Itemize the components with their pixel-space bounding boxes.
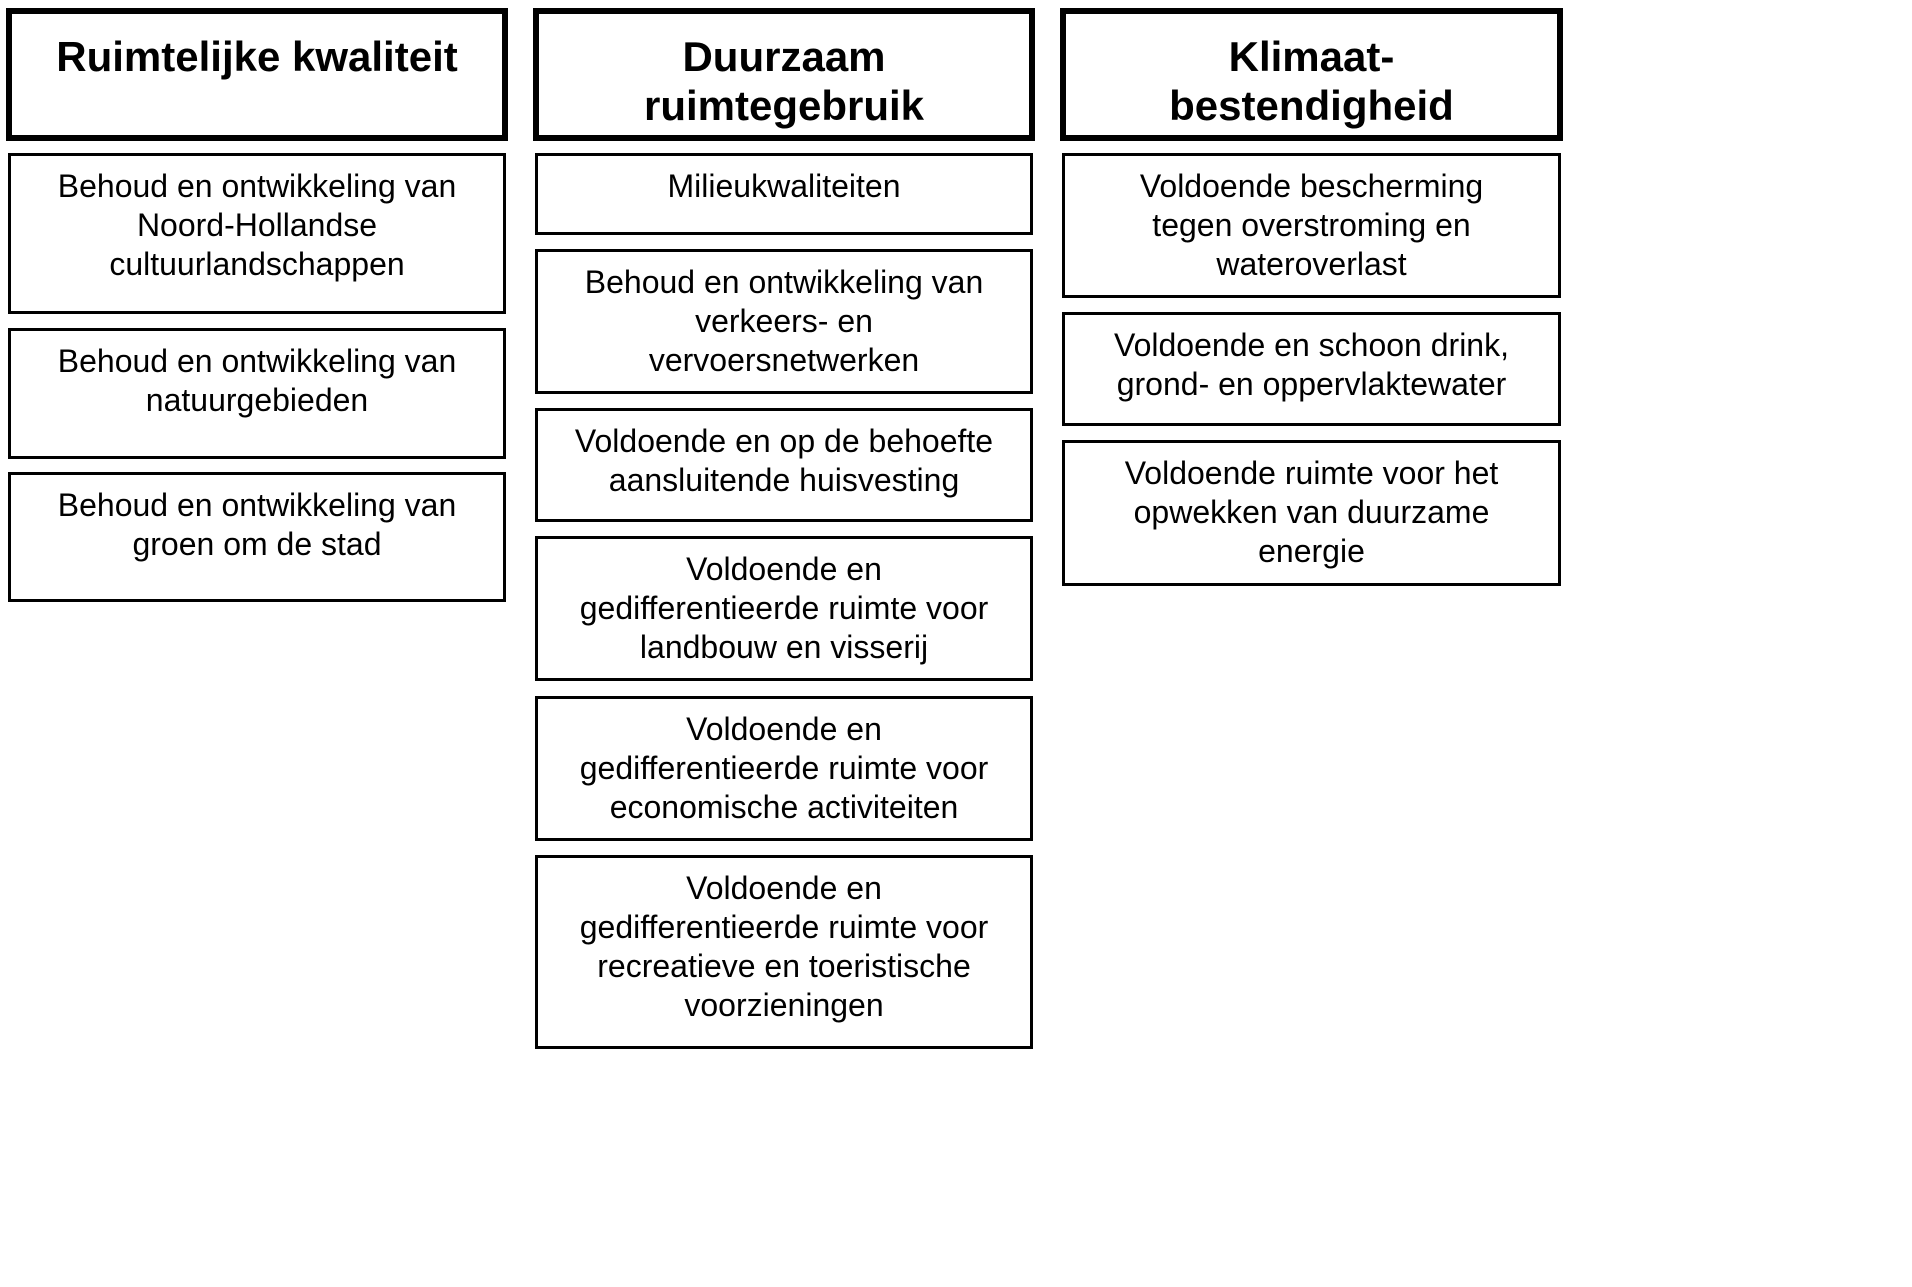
item-line: Behoud en ontwikkeling van bbox=[57, 168, 457, 204]
item-box bbox=[1062, 440, 1561, 586]
column-header-duurzaam-ruimtegebruik bbox=[533, 8, 1035, 141]
item-line: Behoud en ontwikkeling van bbox=[57, 343, 457, 379]
item-line: gedifferentieerde ruimte voor bbox=[579, 909, 989, 945]
item-box bbox=[8, 472, 506, 602]
item-line: vervoersnetwerken bbox=[648, 342, 920, 378]
header-line: Klimaat- bbox=[1228, 33, 1395, 80]
item-box bbox=[535, 249, 1033, 394]
item-line: energie bbox=[1258, 533, 1365, 569]
item-line: Milieukwaliteiten bbox=[667, 168, 901, 204]
item-box bbox=[1062, 312, 1561, 426]
item-box bbox=[535, 408, 1033, 522]
item-line: natuurgebieden bbox=[145, 382, 369, 418]
column-header-ruimtelijke-kwaliteit bbox=[6, 8, 508, 141]
item-line: aansluitende huisvesting bbox=[608, 462, 960, 498]
item-box bbox=[1062, 153, 1561, 298]
item-line: gedifferentieerde ruimte voor bbox=[579, 750, 989, 786]
item-line: cultuurlandschappen bbox=[109, 246, 405, 282]
header-line: ruimtegebruik bbox=[643, 82, 925, 129]
item-line: grond- en oppervlaktewater bbox=[1116, 366, 1507, 402]
item-line: groen om de stad bbox=[132, 526, 382, 562]
item-line: Behoud en ontwikkeling van bbox=[57, 487, 457, 523]
item-line: Noord-Hollandse bbox=[136, 207, 378, 243]
item-line: Behoud en ontwikkeling van bbox=[584, 264, 984, 300]
item-box bbox=[535, 536, 1033, 681]
header-line: bestendigheid bbox=[1169, 82, 1454, 129]
item-line: opwekken van duurzame bbox=[1133, 494, 1490, 530]
item-line: Voldoende en bbox=[686, 551, 882, 587]
item-line: Voldoende ruimte voor het bbox=[1124, 455, 1499, 491]
column-header-klimaatbestendigheid bbox=[1060, 8, 1563, 141]
item-line: voorzieningen bbox=[684, 987, 884, 1023]
item-line: tegen overstroming en bbox=[1152, 207, 1471, 243]
item-line: landbouw en visserij bbox=[639, 629, 929, 665]
item-line: Voldoende en bbox=[686, 870, 882, 906]
item-box bbox=[535, 855, 1033, 1049]
item-line: Voldoende en bbox=[686, 711, 882, 747]
item-box bbox=[535, 696, 1033, 841]
item-line: Voldoende en op de behoefte bbox=[574, 423, 994, 459]
header-line: Ruimtelijke kwaliteit bbox=[56, 33, 458, 80]
item-line: wateroverlast bbox=[1216, 246, 1407, 282]
item-box bbox=[8, 328, 506, 459]
item-line: verkeers- en bbox=[695, 303, 873, 339]
item-line: Voldoende en schoon drink, bbox=[1114, 327, 1509, 363]
item-line: recreatieve en toeristische bbox=[597, 948, 971, 984]
item-line: Voldoende bescherming bbox=[1139, 168, 1484, 204]
item-box bbox=[8, 153, 506, 314]
item-box bbox=[535, 153, 1033, 235]
item-line: gedifferentieerde ruimte voor bbox=[579, 590, 989, 626]
item-line: economische activiteiten bbox=[609, 789, 959, 825]
header-line: Duurzaam bbox=[682, 33, 886, 80]
